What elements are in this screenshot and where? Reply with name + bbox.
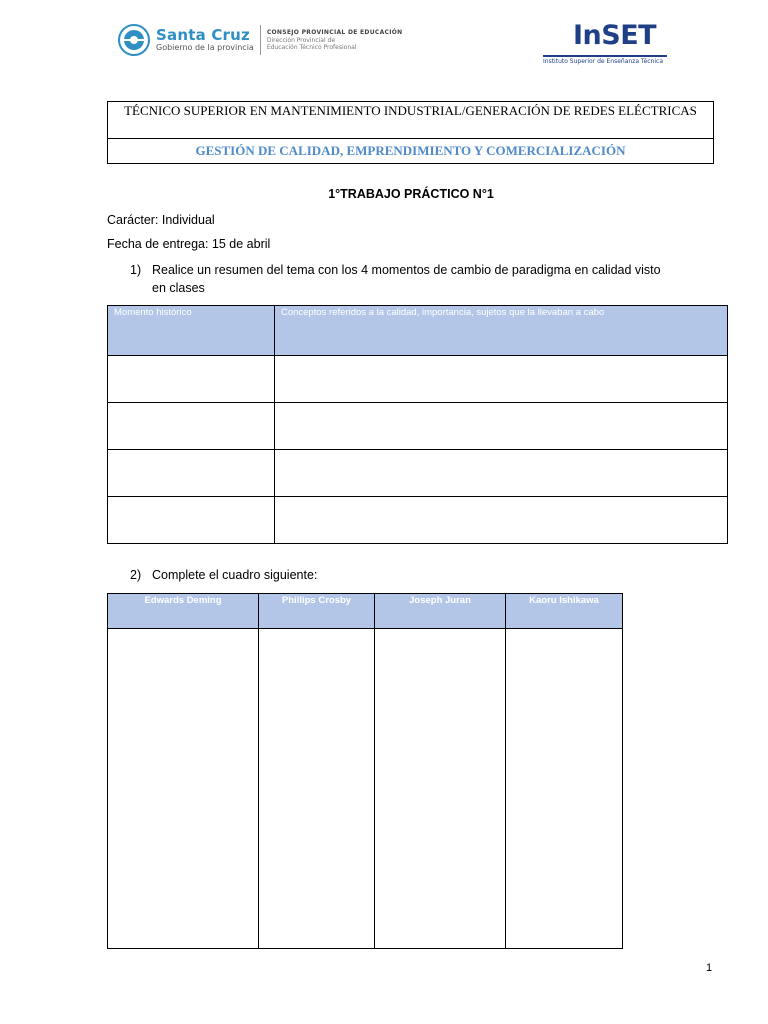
paradigm-table — [107, 305, 728, 544]
header-crosby: Phillips Crosby — [259, 594, 375, 629]
table-row — [108, 356, 728, 403]
course-title-box — [107, 101, 714, 164]
table-cell[interactable] — [108, 450, 275, 497]
subject-title: GESTIÓN DE CALIDAD, EMPRENDIMIENTO Y COMERCIALIZACIÓN — [195, 143, 626, 158]
question-2-text: Complete el cuadro siguiente: — [152, 568, 318, 582]
header-ishikawa: Kaoru Ishikawa — [506, 594, 623, 629]
inset-logo — [543, 20, 673, 68]
table-cell[interactable] — [275, 450, 728, 497]
table-row — [108, 450, 728, 497]
table-cell[interactable] — [275, 403, 728, 450]
santa-cruz-subtitle: Gobierno de la provincia — [156, 43, 254, 52]
inset-underline — [543, 55, 667, 57]
assignment-due-date: Fecha de entrega: 15 de abril — [107, 237, 271, 251]
assignment-character: Carácter: Individual — [107, 213, 215, 227]
table-cell[interactable] — [108, 356, 275, 403]
table-row — [108, 403, 728, 450]
header-quality-concepts: Conceptos referidos a la calidad, importancia, sujetos que la llevaban a cabo — [275, 306, 728, 356]
quality-gurus-header — [108, 594, 623, 629]
table-row — [108, 629, 623, 949]
assignment-title: 1°TRABAJO PRÁCTICO N°1 — [328, 187, 494, 201]
table-cell[interactable] — [375, 629, 506, 949]
question-2-number: 2) — [130, 568, 142, 582]
santa-cruz-name: Santa Cruz — [156, 26, 250, 44]
table-cell[interactable] — [108, 629, 259, 949]
question-1-text-line-2: en clases — [152, 281, 205, 295]
inset-subtitle: Instituto Superior de Enseñanza Técnica — [543, 58, 664, 65]
career-title: TÉCNICO SUPERIOR EN MANTENIMIENTO INDUSTRIAL/GENERACIÓN DE REDES ELÉCTRICAS — [108, 102, 713, 139]
table-cell[interactable] — [506, 629, 623, 949]
inset-name: InSET — [573, 20, 657, 51]
question-1-number: 1) — [130, 263, 142, 277]
table-cell[interactable] — [275, 356, 728, 403]
table-row — [108, 497, 728, 544]
table-cell[interactable] — [275, 497, 728, 544]
header-deming: Edwards Deming — [108, 594, 259, 629]
header-historical-moment: Momento histórico — [108, 306, 275, 356]
page-number: 1 — [706, 962, 713, 974]
header-juran: Joseph Juran — [375, 594, 506, 629]
quality-gurus-table — [107, 593, 623, 949]
paradigm-table-header — [108, 306, 728, 356]
logo-divider — [260, 25, 261, 55]
table-cell[interactable] — [108, 497, 275, 544]
santa-cruz-logo — [118, 22, 402, 58]
council-name: CONSEJO PROVINCIAL DE EDUCACIÓN — [266, 29, 403, 36]
question-1-text-line-1: Realice un resumen del tema con los 4 momentos de cambio de paradigma en calidad visto — [152, 263, 661, 277]
table-cell[interactable] — [259, 629, 375, 949]
table-cell[interactable] — [108, 403, 275, 450]
santa-cruz-emblem-icon — [118, 24, 150, 56]
council-line-3: Educación Técnico Profesional — [266, 44, 357, 51]
council-line-2: Dirección Provincial de — [266, 37, 336, 44]
